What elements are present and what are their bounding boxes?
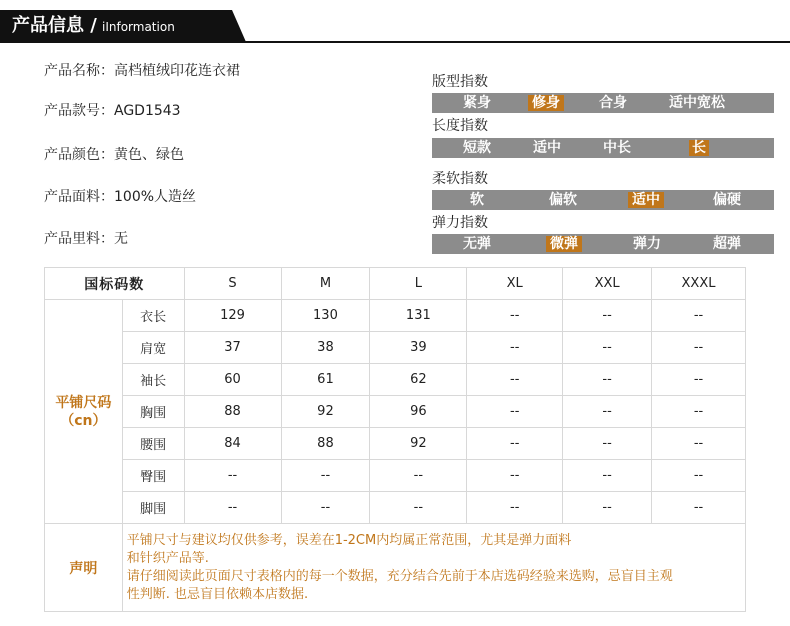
table-cell: -- bbox=[467, 460, 563, 492]
info-label: 产品款号： bbox=[44, 103, 114, 119]
note-line: 平铺尺寸与建议均仅供参考，误差在1-2CM内均属正常范围，尤其是弹力面料 bbox=[126, 532, 572, 548]
table-cell: -- bbox=[563, 492, 652, 524]
group-label-line: 平铺尺码 bbox=[55, 394, 112, 411]
softness-option-selected: 适中 bbox=[628, 192, 664, 208]
table-cell: 39 bbox=[370, 332, 467, 364]
size-header-cell: M bbox=[281, 268, 370, 300]
info-label: 产品里料： bbox=[44, 231, 114, 247]
table-cell: -- bbox=[652, 428, 746, 460]
table-cell: -- bbox=[652, 460, 746, 492]
note-text bbox=[122, 524, 745, 612]
note-line: 性判断. 也忌盲目依赖本店数据. bbox=[126, 586, 309, 602]
table-cell: -- bbox=[467, 364, 563, 396]
table-cell: -- bbox=[467, 428, 563, 460]
table-cell: 131 bbox=[370, 300, 467, 332]
table-cell: -- bbox=[652, 364, 746, 396]
table-cell: 61 bbox=[281, 364, 370, 396]
size-header-label: 国标码数 bbox=[45, 268, 185, 300]
fit-option: 适中宽松 bbox=[669, 95, 725, 111]
row-label: 衣长 bbox=[122, 300, 184, 332]
table-cell: -- bbox=[652, 300, 746, 332]
table-cell: -- bbox=[563, 332, 652, 364]
size-table bbox=[44, 267, 746, 612]
row-label: 胸围 bbox=[122, 396, 184, 428]
fit-index-bar bbox=[432, 93, 774, 113]
fit-index-title: 版型指数 bbox=[432, 74, 488, 90]
info-name bbox=[44, 62, 240, 80]
table-cell: -- bbox=[467, 332, 563, 364]
size-header-cell: S bbox=[184, 268, 281, 300]
flat-size-group-label bbox=[45, 300, 123, 524]
info-color bbox=[44, 146, 184, 164]
row-label: 臀围 bbox=[122, 460, 184, 492]
info-value: 无 bbox=[114, 231, 128, 247]
table-cell: -- bbox=[652, 396, 746, 428]
header-title: 产品信息 / bbox=[12, 15, 97, 36]
info-lining bbox=[44, 230, 128, 248]
table-row bbox=[45, 300, 746, 332]
row-label: 脚围 bbox=[122, 492, 184, 524]
table-cell: 60 bbox=[184, 364, 281, 396]
softness-index-bar bbox=[432, 190, 774, 210]
elasticity-option: 弹力 bbox=[633, 236, 661, 252]
size-header-cell: L bbox=[370, 268, 467, 300]
table-cell: 130 bbox=[281, 300, 370, 332]
table-row bbox=[45, 396, 746, 428]
table-cell: -- bbox=[184, 460, 281, 492]
table-cell: -- bbox=[652, 492, 746, 524]
table-cell: -- bbox=[281, 460, 370, 492]
table-cell: 37 bbox=[184, 332, 281, 364]
softness-option: 偏软 bbox=[549, 192, 577, 208]
info-value: 100%人造丝 bbox=[114, 189, 197, 205]
size-header-row bbox=[45, 268, 746, 300]
info-fabric bbox=[44, 188, 196, 206]
table-cell: 88 bbox=[184, 396, 281, 428]
header-subtitle: iInformation bbox=[102, 20, 175, 34]
group-label-unit: （cn） bbox=[60, 412, 107, 429]
info-code bbox=[44, 102, 181, 120]
note-label: 声明 bbox=[45, 524, 123, 612]
table-cell: 62 bbox=[370, 364, 467, 396]
size-header-cell: XXL bbox=[563, 268, 652, 300]
fit-option: 紧身 bbox=[463, 95, 491, 111]
softness-option: 软 bbox=[470, 192, 484, 208]
table-row bbox=[45, 428, 746, 460]
table-cell: -- bbox=[563, 300, 652, 332]
row-label: 肩宽 bbox=[122, 332, 184, 364]
section-header bbox=[0, 10, 790, 44]
table-row bbox=[45, 460, 746, 492]
length-option: 中长 bbox=[603, 140, 631, 156]
table-row bbox=[45, 492, 746, 524]
table-row bbox=[45, 364, 746, 396]
table-cell: 92 bbox=[370, 428, 467, 460]
row-label: 袖长 bbox=[122, 364, 184, 396]
table-cell: -- bbox=[563, 460, 652, 492]
info-value: AGD1543 bbox=[114, 103, 181, 119]
table-cell: 92 bbox=[281, 396, 370, 428]
note-line: 请仔细阅读此页面尺寸表格内的每一个数据，充分结合先前于本店选码经验来选购，忌盲目主观 bbox=[126, 568, 673, 584]
table-cell: -- bbox=[563, 428, 652, 460]
elasticity-option: 无弹 bbox=[463, 236, 491, 252]
size-header-cell: XXXL bbox=[652, 268, 746, 300]
info-label: 产品面料： bbox=[44, 189, 114, 205]
table-cell: -- bbox=[563, 364, 652, 396]
info-label: 产品颜色： bbox=[44, 147, 114, 163]
table-cell: 96 bbox=[370, 396, 467, 428]
elasticity-option: 超弹 bbox=[713, 236, 741, 252]
length-option: 适中 bbox=[533, 140, 561, 156]
length-option: 短款 bbox=[463, 140, 491, 156]
table-row bbox=[45, 332, 746, 364]
table-cell: -- bbox=[281, 492, 370, 524]
table-cell: -- bbox=[370, 460, 467, 492]
fit-option: 合身 bbox=[599, 95, 627, 111]
elasticity-option-selected: 微弹 bbox=[546, 236, 582, 252]
info-label: 产品名称： bbox=[44, 63, 114, 79]
table-cell: -- bbox=[467, 492, 563, 524]
table-cell: -- bbox=[370, 492, 467, 524]
length-index-bar bbox=[432, 138, 774, 158]
table-cell: 38 bbox=[281, 332, 370, 364]
elasticity-index-title: 弹力指数 bbox=[432, 215, 488, 231]
size-header-cell: XL bbox=[467, 268, 563, 300]
table-cell: -- bbox=[563, 396, 652, 428]
info-value: 高档植绒印花连衣裙 bbox=[114, 63, 240, 79]
header-underline bbox=[0, 41, 790, 43]
table-cell: -- bbox=[467, 396, 563, 428]
note-row bbox=[45, 524, 746, 612]
table-cell: -- bbox=[184, 492, 281, 524]
info-value: 黄色、绿色 bbox=[114, 147, 184, 163]
row-label: 腰围 bbox=[122, 428, 184, 460]
table-cell: 88 bbox=[281, 428, 370, 460]
length-option-selected: 长 bbox=[689, 140, 709, 156]
table-cell: 84 bbox=[184, 428, 281, 460]
length-index-title: 长度指数 bbox=[432, 118, 488, 134]
elasticity-index-bar bbox=[432, 234, 774, 254]
fit-option-selected: 修身 bbox=[528, 95, 564, 111]
note-line: 和针织产品等. bbox=[126, 550, 209, 566]
table-cell: 129 bbox=[184, 300, 281, 332]
softness-option: 偏硬 bbox=[713, 192, 741, 208]
table-cell: -- bbox=[652, 332, 746, 364]
softness-index-title: 柔软指数 bbox=[432, 171, 488, 187]
table-cell: -- bbox=[467, 300, 563, 332]
